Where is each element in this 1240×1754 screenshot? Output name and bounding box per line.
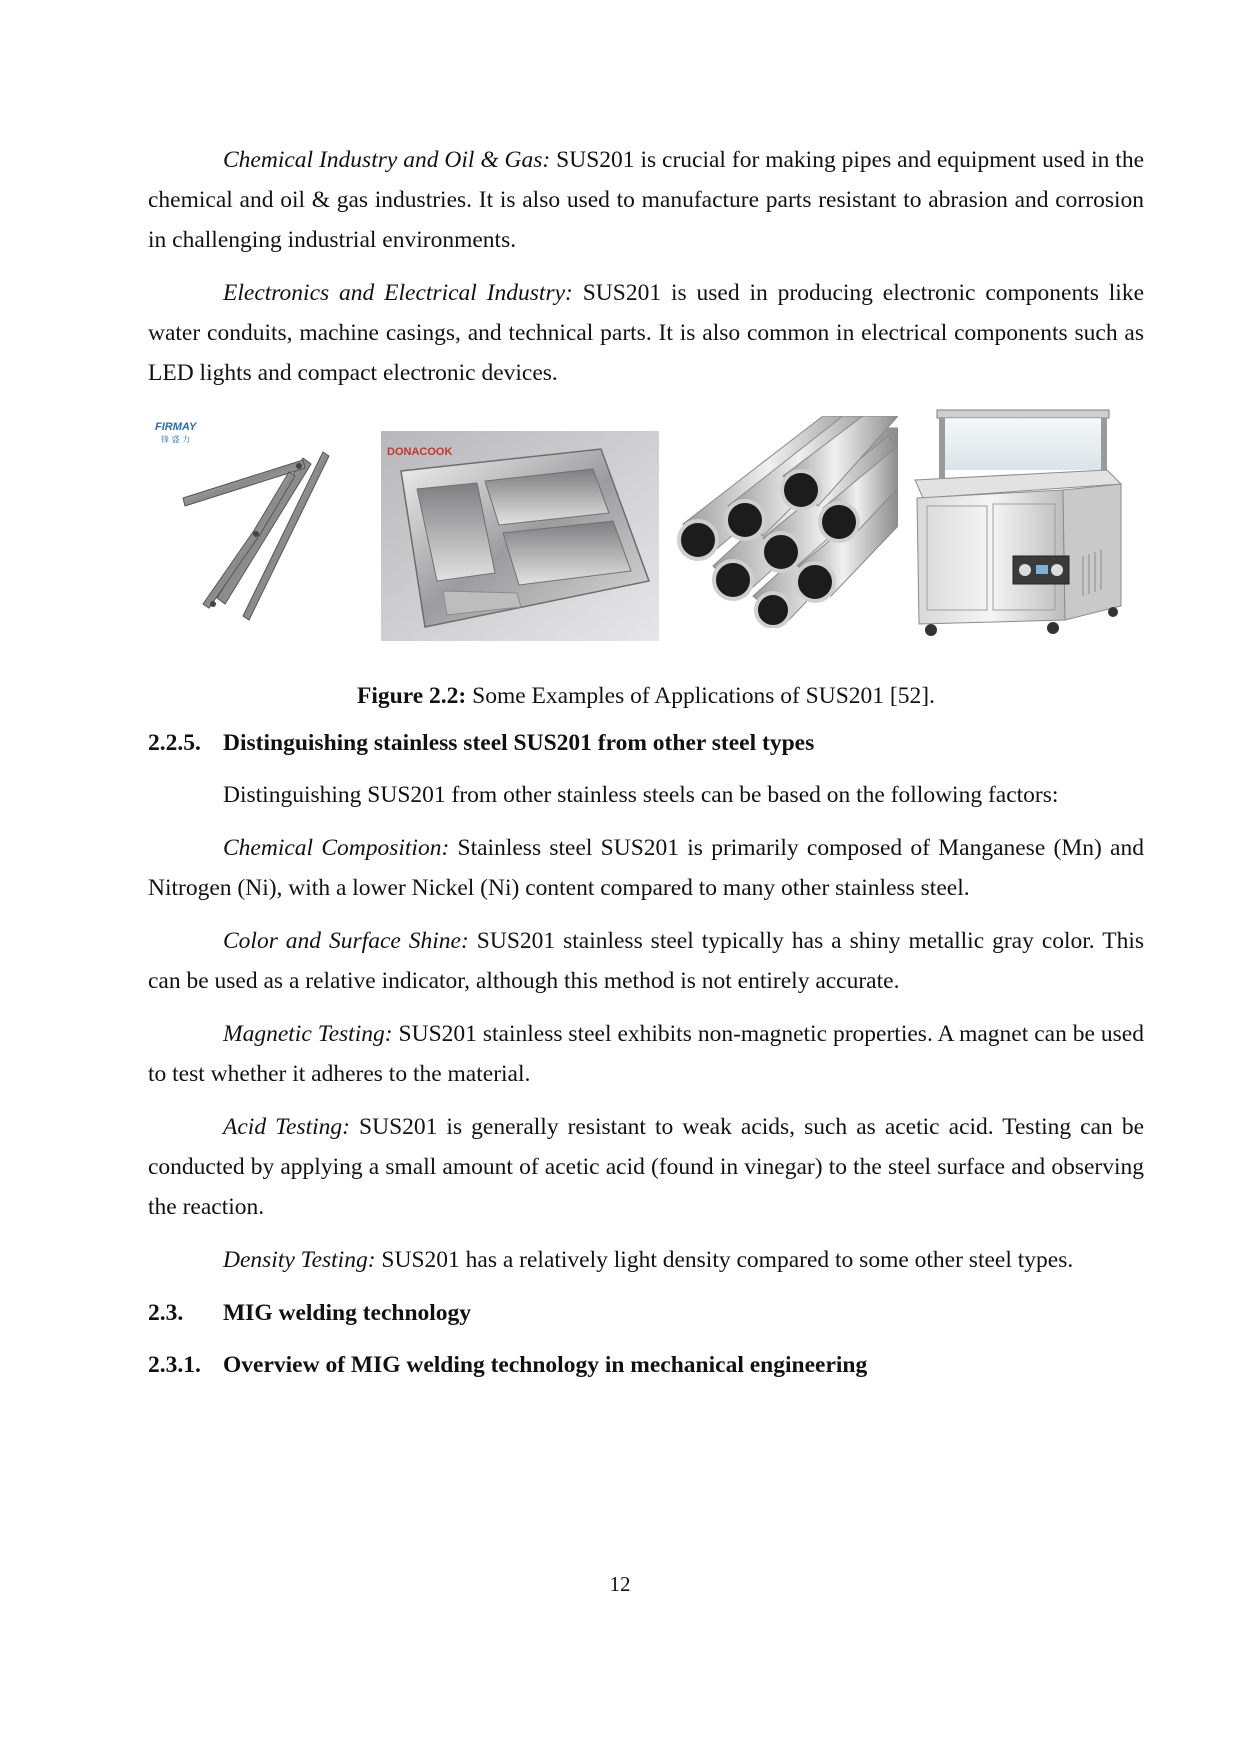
section-title: Distinguishing stainless steel SUS201 from other steel types: [223, 730, 815, 756]
paragraph-chemical-industry: [148, 140, 1144, 260]
donacook-logo-text: DONACOOK: [387, 446, 453, 458]
paragraph-lead: Color and Surface Shine:: [223, 928, 469, 954]
paragraph-text: SUS201 stainless steel exhibits non-magnetic properties. A magnet can be used to test whether it adheres to the material.: [148, 1021, 1144, 1087]
section-number: 2.3.1.: [148, 1352, 201, 1378]
paragraph-lead: Chemical Composition:: [223, 835, 450, 861]
paragraph-text: SUS201 stainless steel typically has a shiny metallic gray color. This can be used as a relative indicator, although this method is not entirely accurate.: [148, 928, 1144, 994]
window-hinge-image: [153, 414, 333, 634]
page-number: 12: [609, 1572, 631, 1596]
paragraph-magnetic-testing: [148, 1014, 1144, 1094]
paragraph-color-surface: [148, 921, 1144, 1001]
paragraph-text: SUS201 is used in producing electronic components like water conduits, machine casings, and technical parts. It is also common in electrical components such as LED lights and compact electronic devices.: [148, 280, 1144, 386]
paragraph-chemical-composition: [148, 828, 1144, 908]
paragraph-text: SUS201 is generally resistant to weak acids, such as acetic acid. Testing can be conducted by applying a small amount of acetic acid (found in vinegar) to the steel surface and observing the reaction.: [148, 1114, 1144, 1220]
paragraph-electronics-industry: [148, 273, 1144, 393]
stainless-pipes-image: [673, 416, 898, 628]
paragraph-distinguishing-intro: [148, 775, 1144, 815]
paragraph-text: SUS201 is crucial for making pipes and equipment used in the chemical and oil & gas industries. It is also used to manufacture parts resistant to abrasion and corrosion in challenging industrial environments.: [148, 147, 1145, 253]
figure-images-row: [148, 406, 1144, 654]
section-number: 2.3.: [148, 1300, 184, 1326]
paragraph-lead: Acid Testing:: [223, 1114, 350, 1140]
figure-caption: [148, 676, 1144, 716]
paragraph-text: SUS201 has a relatively light density compared to some other steel types.: [375, 1247, 1074, 1273]
firmay-logo-subtext: 锋 盛 力: [161, 435, 191, 444]
figure-caption-text: Some Examples of Applications of SUS201 [52].: [466, 683, 935, 709]
section-number: 2.2.5.: [148, 730, 201, 756]
paragraph-density-testing: [148, 1240, 1144, 1280]
section-title: MIG welding technology: [223, 1300, 472, 1326]
firmay-logo-text: FIRMAY: [155, 421, 197, 433]
paragraph-lead: Magnetic Testing:: [223, 1021, 393, 1047]
paragraph-text: Distinguishing SUS201 from other stainless steels can be based on the following factors:: [223, 782, 1059, 808]
section-title: Overview of MIG welding technology in mechanical engineering: [223, 1352, 868, 1378]
section-heading-2-3: [148, 1293, 1144, 1333]
food-tray-image: [381, 431, 659, 641]
figure-caption-label: Figure 2.2:: [357, 683, 467, 709]
paragraph-lead: Chemical Industry and Oil & Gas:: [223, 147, 551, 173]
page-content: [148, 140, 1144, 1397]
paragraph-lead: Electronics and Electrical Industry:: [223, 280, 573, 306]
paragraph-lead: Density Testing:: [223, 1247, 376, 1273]
display-counter-image: [903, 406, 1123, 646]
section-heading-2-2-5: [148, 723, 1144, 763]
paragraph-acid-testing: [148, 1107, 1144, 1227]
paragraph-text: Stainless steel SUS201 is primarily composed of Manganese (Mn) and Nitrogen (Ni), with a lower Nickel (Ni) content compared to many other stainless steel.: [148, 835, 1144, 901]
section-heading-2-3-1: [148, 1345, 1144, 1385]
